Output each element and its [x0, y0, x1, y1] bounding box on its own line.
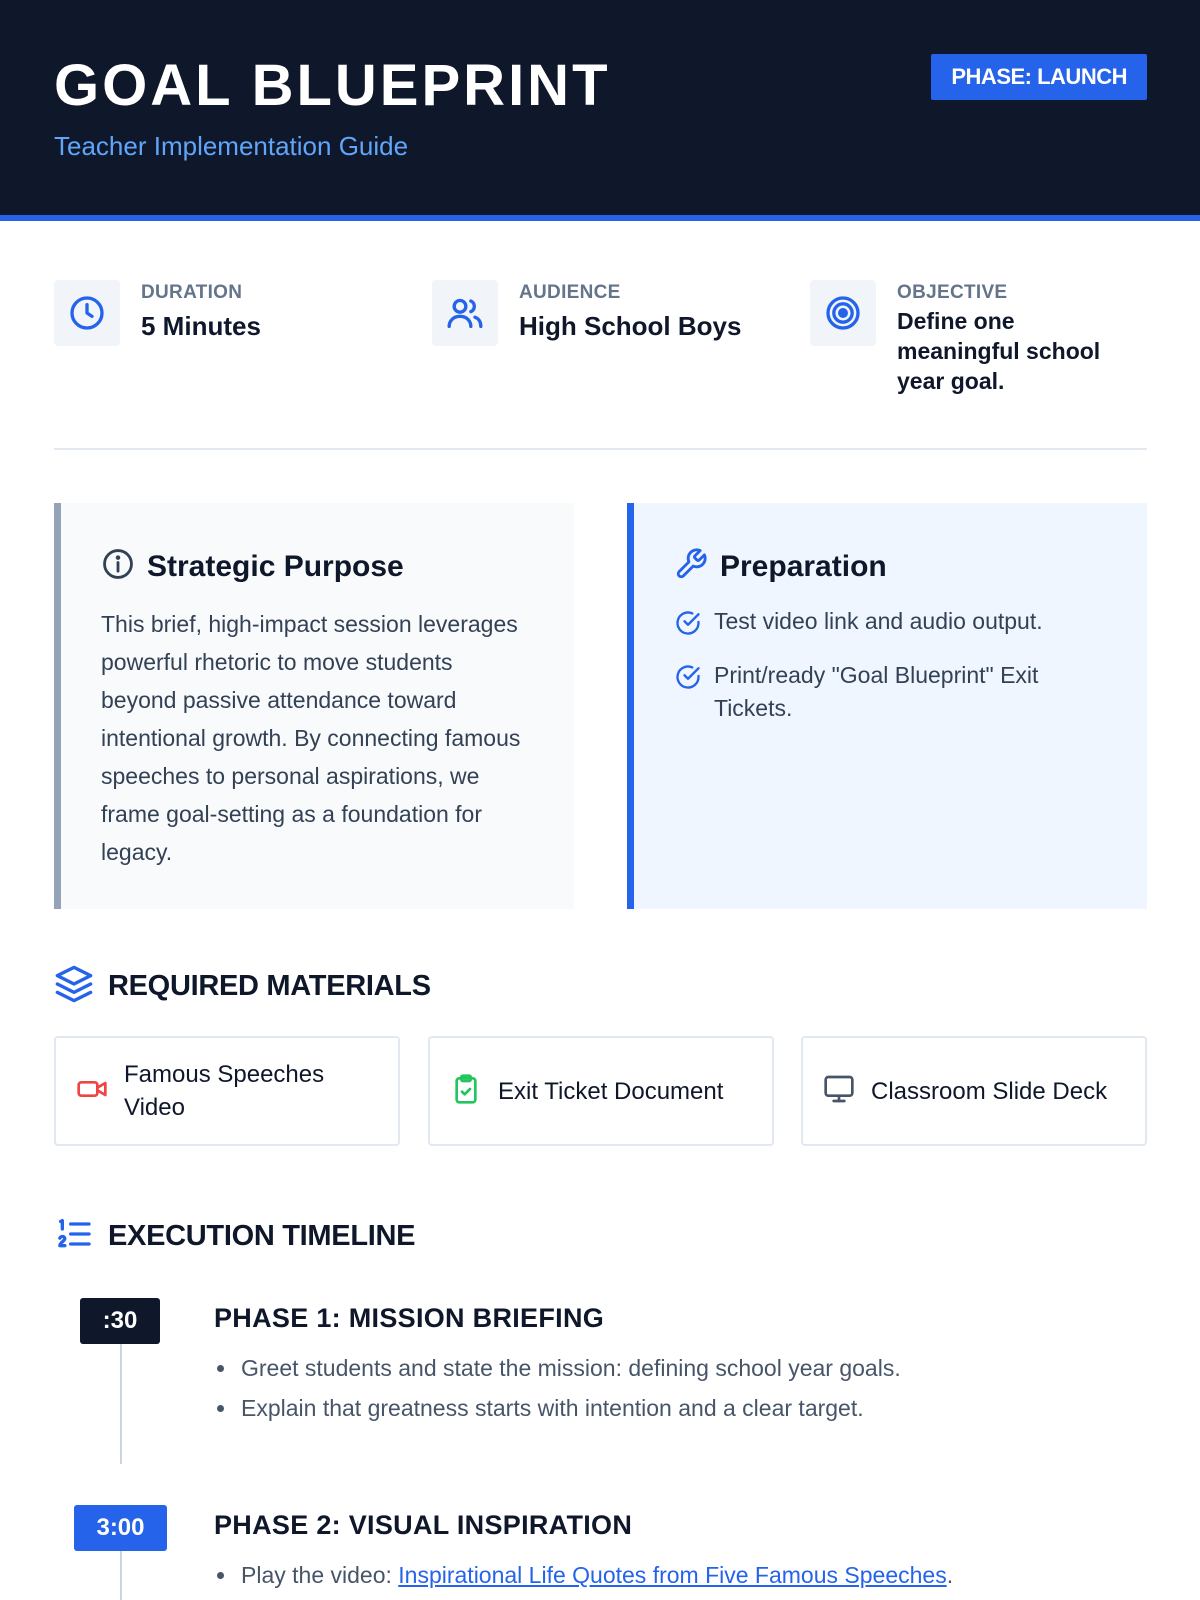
check-circle-icon [674, 663, 702, 700]
video-link[interactable]: Inspirational Life Quotes from Five Famous Speeches [398, 1562, 947, 1588]
phase-bullets [214, 1555, 953, 1595]
phase-title: PHASE 2: VISUAL INSPIRATION [214, 1510, 633, 1540]
bullet-text: Play the video: [241, 1562, 399, 1588]
time-badge: :30 [80, 1298, 160, 1344]
target-icon [810, 280, 876, 346]
list-item-text: Print/ready "Goal Blueprint" Exit Tickets. [714, 662, 1039, 721]
list-item: Greet students and state the mission: defining school year goals. [214, 1348, 901, 1388]
phase-title: PHASE 1: MISSION BRIEFING [214, 1303, 605, 1333]
material-label: Exit Ticket Document [498, 1077, 724, 1105]
list-item [674, 659, 1114, 725]
section-title: REQUIRED MATERIALS [108, 970, 431, 1002]
panel-header [674, 547, 887, 586]
preparation-list [674, 605, 1114, 738]
timeline-connector [120, 1551, 122, 1600]
layers-icon [54, 964, 94, 1009]
video-icon [76, 1073, 108, 1110]
bullet-text: . [946, 1562, 954, 1588]
info-icon [101, 547, 135, 586]
meta-value: High School Boys [519, 311, 742, 341]
phase-badge: PHASE: LAUNCH [931, 54, 1147, 100]
list-item [214, 1555, 953, 1595]
panel-title: Preparation [720, 549, 887, 583]
page-title: GOAL BLUEPRINT [54, 53, 611, 118]
meta-value: Define one meaningful school year goal. [897, 308, 1101, 394]
wrench-icon [674, 547, 708, 586]
meta-label: AUDIENCE [519, 282, 621, 303]
clipboard-check-icon [450, 1073, 482, 1110]
material-label: Classroom Slide Deck [871, 1077, 1108, 1105]
material-card-slide-deck[interactable] [801, 1036, 1147, 1146]
section-title: EXECUTION TIMELINE [108, 1220, 416, 1252]
meta-value: 5 Minutes [141, 311, 261, 341]
page-subtitle: Teacher Implementation Guide [54, 131, 409, 161]
time-badge: 3:00 [74, 1505, 167, 1551]
list-item: Explain that greatness starts with intention and a clear target. [214, 1388, 901, 1428]
panel-header [101, 547, 404, 586]
page-header [0, 0, 1200, 221]
strategic-purpose-panel [54, 503, 574, 909]
clock-icon [54, 280, 120, 346]
materials-heading [54, 964, 431, 1009]
preparation-panel [627, 503, 1147, 909]
numbered-list-icon [54, 1214, 94, 1259]
check-circle-icon [674, 609, 702, 646]
material-label: Famous Speeches Video [124, 1061, 325, 1121]
monitor-icon [823, 1073, 855, 1110]
material-card-exit-ticket[interactable] [428, 1036, 774, 1146]
timeline-heading [54, 1214, 415, 1259]
material-card-video[interactable] [54, 1036, 400, 1146]
list-item-text: Test video link and audio output. [714, 608, 1043, 634]
list-item [674, 605, 1114, 646]
phase-bullets [214, 1348, 901, 1428]
panel-title: Strategic Purpose [147, 549, 404, 583]
meta-label: OBJECTIVE [897, 282, 1008, 303]
users-icon [432, 280, 498, 346]
purpose-text: This brief, high-impact session leverages powerful rhetoric to move students beyond passive attendance toward intentional growth. By connecting famous speeches to personal aspirations, we frame goal-setting as a foundation for legacy. [101, 611, 521, 865]
divider [54, 448, 1147, 450]
timeline-connector [120, 1344, 122, 1464]
meta-label: DURATION [141, 282, 243, 303]
